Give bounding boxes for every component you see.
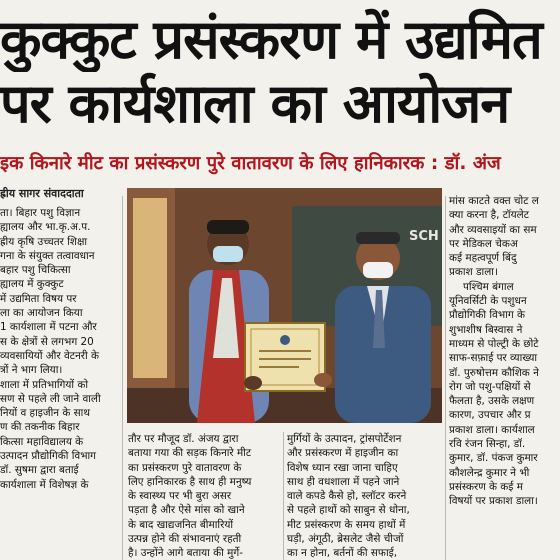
text-line: बहार पशु चिकित्सा [0,264,71,277]
text-line: प्रसंस्करण के कई म [449,480,523,493]
text-line: घड़ी, अंगूठी, ब्रेसलेट जैसे चीजों [287,533,404,546]
headline-line-1: कुक्कुट प्रसंस्करण में उद्यमित [0,8,542,71]
sub-headline: इक किनारे मीट का प्रसंस्करण पुरे वातावरण के लिए हानिकारक : डॉ. अंज [0,153,501,174]
text-line: उत्पादन प्रौद्योगिकी विभाग [0,450,97,463]
text-line: और व्यवसाइयों का सम [449,223,537,236]
text-line: का प्रसंस्करण पुरे वातावरण के [128,461,242,474]
column-divider [445,196,446,560]
text-line: साफ-सफ़ाई पर व्याख्या [449,352,538,365]
text-line: ह्रीय कृषि उच्चतर शिक्षा [0,235,88,248]
text-line: रोग जो पशु-पक्षियों से [449,380,531,393]
text-line: सण से पहले ली जाने वाली [0,392,101,405]
text-line: ता। बिहार पशु विज्ञान [0,207,81,219]
article-column-left [0,206,114,560]
article-column-right [449,194,560,560]
text-line: पर मेडिकल चेकअ [449,237,518,250]
text-line: क्या करना है, टॉयलेट [449,209,529,222]
article-column-bottom-2 [287,432,441,560]
headline-line-2: पर कार्यशाला का आयोजन [0,72,510,135]
byline: ह्रीय सागर संवाददाता [0,187,84,200]
text-line: कुमार, डॉ. पंकज कुमार [449,452,538,465]
text-line: वाले कपडे कैसे हो, स्लॉटर करने [287,490,407,503]
text-line: डॉ. पुरुषोत्तम कौशिक ने [449,366,539,379]
text-line: मांस काटते वक्त चोट ल [449,195,539,207]
text-line: और प्रसंस्करण में हाइजीन का [287,447,399,460]
text-line: का न होना, बर्तनों की सफाई, [287,547,398,560]
text-line: विषयों पर प्रकाश डाला। [449,495,538,508]
column-divider [122,196,123,560]
text-line: गना के संयुक्त तत्वावधान [0,249,95,262]
text-line: माध्यम से पोल्ट्री के छोटे [449,337,539,350]
text-line: ला का आयोजन किया [0,307,83,320]
board-text: SCH [409,229,439,244]
text-line: मीट प्रसंस्करण के समय हाथों में [287,518,406,531]
text-line: मुर्गियों के उत्पादन, ट्रांसपोर्टेशन [287,433,402,445]
event-photo [127,188,442,423]
text-line: व्यवसायियों और वेटनरी के [0,349,99,362]
text-line: उत्पन्न होने की संभावनाएं रहती [128,533,242,546]
text-line: बताया गया की सड़क किनारे मीट [128,447,252,460]
text-line: रवि रंजन सिन्हा, डॉ. [449,438,526,451]
text-line: डॉ. सुषमा द्वारा बताई [0,464,79,477]
text-line: स के क्षेत्रों से लगभग 20 [0,335,94,348]
text-line: पड़ता है और ऐसे मांस को खाने [128,504,245,517]
text-line: ह्यालय और भा.कृ.अ.प. [0,221,91,234]
text-line: प्रकाश डाला। [449,266,498,279]
text-line: प्रकाश डाला। कार्यशाल [449,423,535,436]
text-line: फैलता है, उसके लक्षण [449,395,535,408]
text-line: कई महत्वपूर्ण बिंदु [449,252,517,265]
text-line: ण की तकनीक बिहार [0,421,80,434]
text-line: के स्वास्थ्य पर भी बुरा असर [128,490,232,503]
text-line: शुभाशीष बिस्वास ने [449,323,523,336]
column-divider [283,432,284,560]
text-line: तौर पर मौजूद डॉ. अंजय द्वारा [128,433,239,445]
photo-illustration [127,188,442,423]
text-line: में उद्यमिता विषय पर [0,292,77,305]
text-line: त्रों ने भाग लिया। [0,364,63,377]
text-line: पश्चिम बंगाल [463,280,514,293]
text-line: यूनिवर्सिटी के पशुधन [449,295,527,308]
text-line: के बाद खाद्यजनित बीमारियों [128,518,234,531]
text-line: 1 कार्यशाला में पटना और [0,321,97,334]
text-line: शाला में प्रतिभागियों को [0,378,89,391]
text-line: साथ ही वधशाला में पहने जाने [287,475,400,488]
text-line: से पहले हाथों को साबुन से धोना, [287,504,410,517]
text-line: प्रौद्योगिकी विभाग के [449,309,525,322]
text-line: है। उन्होंने आगे बताया की मुर्गे- [128,547,243,560]
text-line: नियों व हाइजीन के साथ [0,407,90,420]
text-line: लिए हानिकारक है साथ ही मनुष्य [128,475,252,488]
article-column-bottom-1 [128,432,278,560]
text-line: विशेष ध्यान रखा जाना चाहिए [287,461,398,474]
text-line: ह्यालय में कुक्कुट [0,278,64,291]
text-line: कारण, उपचार और प्र [449,409,531,422]
text-line: कित्सा महाविद्यालय के [0,435,84,448]
text-line: कौशलेन्द्र कुमार ने भी [449,466,530,479]
text-line: कार्यशाला में विशेषज्ञ के [0,478,89,491]
